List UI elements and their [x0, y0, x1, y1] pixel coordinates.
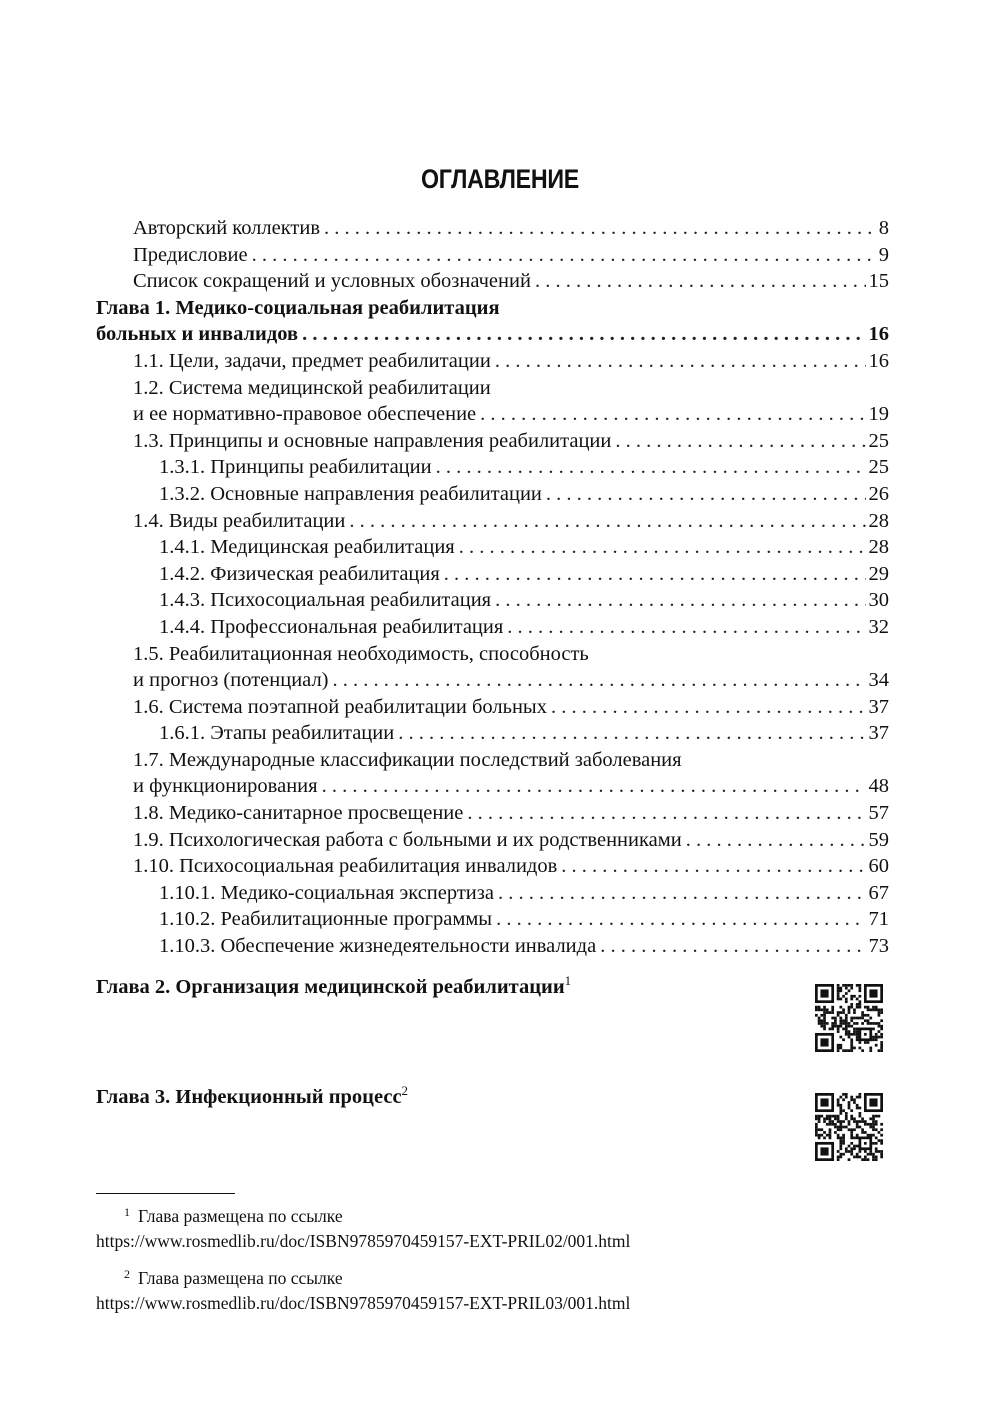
toc-entry[interactable]: [96, 508, 889, 535]
toc-entry[interactable]: [96, 667, 889, 694]
dot-leader: [398, 720, 865, 747]
footnote-1-mark: 1: [124, 1205, 130, 1219]
qr-code-chapter-3[interactable]: [815, 1093, 883, 1161]
dot-leader: [436, 454, 866, 481]
page-title: ОГЛАВЛЕНИЕ: [420, 164, 580, 194]
toc-entry-page: 67: [868, 881, 889, 904]
toc-entry-title: 1.3.1. Принципы реабилитации: [159, 456, 432, 479]
footnotes: [96, 1200, 916, 1316]
toc-entry-title: Авторский коллектив: [133, 217, 321, 239]
dot-leader: [459, 534, 866, 561]
toc-entry-page: 48: [868, 775, 889, 798]
toc-entry-page: 30: [868, 589, 889, 612]
footnote-1-url[interactable]: https://www.rosmedlib.ru/doc/ISBN9785970459157-EXT-PRIL02/001.html: [96, 1231, 631, 1251]
footnote-1: [96, 1200, 916, 1229]
toc-entry[interactable]: [96, 428, 889, 455]
toc-entry-title: 1.4.4. Профессиональная реабилитация: [159, 615, 504, 638]
toc-entry[interactable]: [96, 295, 889, 322]
toc-entry[interactable]: [96, 880, 889, 907]
toc-entry[interactable]: [96, 321, 889, 348]
toc-entry-page: 59: [868, 828, 889, 851]
toc-entry[interactable]: [96, 454, 889, 481]
qr-code-chapter-2[interactable]: [815, 984, 883, 1052]
dot-leader: [498, 880, 866, 907]
dot-leader: [480, 401, 865, 428]
dot-leader: [302, 321, 865, 348]
toc-entry-title: 1.3. Принципы и основные направления реабилитации: [133, 429, 612, 452]
toc-entry-title: 1.10.3. Обеспечение жизнедеятельности инвалида: [159, 935, 597, 958]
dot-leader: [467, 800, 865, 827]
toc-entry-title: Глава 1. Медико-социальная реабилитация: [96, 296, 500, 319]
toc-entry-page: 32: [868, 615, 889, 638]
toc-entry[interactable]: [96, 853, 889, 880]
toc-entry[interactable]: [96, 614, 889, 641]
toc-entry[interactable]: [96, 401, 889, 428]
toc-entry-title: 1.7. Международные классификации последствий заболевания: [133, 748, 682, 771]
chapter-3-title: Глава 3. Инфекционный процесс: [96, 1086, 402, 1108]
toc-entry-title: Список сокращений и условных обозначений: [133, 270, 531, 293]
toc-entry-title: 1.8. Медико-санитарное просвещение: [133, 802, 464, 825]
toc-entry-page: 28: [868, 509, 889, 532]
toc-entry-title: 1.4.2. Физическая реабилитация: [159, 562, 440, 585]
footnote-2-text: Глава размещена по ссылке: [138, 1268, 343, 1288]
toc-entry-title: 1.10.2. Реабилитационные программы: [159, 908, 493, 931]
toc-entry-page: 34: [868, 669, 889, 692]
chapter-2-title: Глава 2. Организация медицинской реабилитации: [96, 976, 565, 998]
dot-leader: [615, 428, 865, 455]
dot-leader: [324, 215, 876, 242]
toc-entry[interactable]: [96, 561, 889, 588]
dot-leader: [561, 853, 865, 880]
toc-entry[interactable]: [96, 933, 889, 960]
toc-entry[interactable]: [96, 348, 889, 375]
toc-entry[interactable]: [96, 242, 889, 269]
toc-entry[interactable]: [96, 375, 889, 402]
dot-leader: [495, 348, 866, 375]
toc-entry-title: и функционирования: [133, 775, 318, 798]
toc-entry-title: 1.10. Психосоциальная реабилитация инвалидов: [133, 855, 558, 878]
toc-entry[interactable]: [96, 215, 889, 242]
toc-entry[interactable]: [96, 268, 889, 295]
toc-entry-page: 28: [868, 536, 889, 559]
toc-entry[interactable]: [96, 694, 889, 721]
toc-entry[interactable]: [96, 587, 889, 614]
dot-leader: [252, 242, 876, 269]
table-of-contents: [96, 215, 889, 960]
toc-entry[interactable]: [96, 827, 889, 854]
chapter-2-footnote-mark: 1: [564, 973, 572, 988]
dot-leader: [349, 508, 865, 535]
toc-entry-page: 19: [868, 403, 889, 426]
dot-leader: [551, 694, 866, 721]
toc-entry-page: 8: [878, 217, 889, 239]
dot-leader: [322, 773, 866, 800]
toc-entry-title: 1.4.3. Психосоциальная реабилитация: [159, 589, 492, 612]
dot-leader: [333, 667, 866, 694]
toc-entry-page: 16: [868, 349, 889, 372]
toc-entry-page: 71: [868, 908, 889, 931]
toc-entry-title: 1.10.1. Медико-социальная экспертиза: [159, 881, 494, 904]
toc-entry[interactable]: [96, 906, 889, 933]
toc-entry[interactable]: [96, 747, 889, 774]
toc-entry-page: 25: [868, 456, 889, 479]
toc-entry-page: 25: [868, 429, 889, 452]
toc-entry-page: 16: [868, 323, 889, 346]
footnote-2-mark: 2: [124, 1267, 130, 1281]
footnote-divider: [96, 1193, 235, 1194]
toc-entry-page: 73: [868, 935, 889, 958]
toc-entry-page: 15: [868, 270, 889, 293]
chapter-3-heading: [96, 1083, 408, 1109]
toc-entry-title: и прогноз (потенциал): [133, 669, 329, 692]
toc-entry-page: 57: [868, 802, 889, 825]
toc-entry-title: 1.1. Цели, задачи, предмет реабилитации: [133, 349, 491, 372]
dot-leader: [535, 268, 866, 295]
toc-entry-title: 1.6.1. Этапы реабилитации: [159, 722, 395, 745]
dot-leader: [444, 561, 866, 588]
toc-entry-title: 1.4.1. Медицинская реабилитация: [159, 536, 455, 559]
toc-entry[interactable]: [96, 800, 889, 827]
toc-entry-page: 37: [868, 722, 889, 745]
footnote-1-text: Глава размещена по ссылке: [138, 1206, 343, 1226]
chapter-3-footnote-mark: 2: [401, 1083, 409, 1098]
toc-entry-title: Предисловие: [133, 243, 248, 266]
toc-entry-title: больных и инвалидов: [96, 323, 299, 346]
dot-leader: [600, 933, 865, 960]
toc-entry[interactable]: [96, 641, 889, 668]
dot-leader: [496, 906, 865, 933]
toc-entry-title: 1.3.2. Основные направления реабилитации: [159, 482, 542, 505]
toc-entry-title: 1.5. Реабилитационная необходимость, способность: [133, 642, 589, 665]
dot-leader: [507, 614, 865, 641]
footnote-2: [96, 1262, 916, 1291]
toc-entry[interactable]: [96, 534, 889, 561]
dot-leader: [546, 481, 866, 508]
toc-entry-title: 1.2. Система медицинской реабилитации: [133, 376, 491, 399]
toc-entry-title: 1.6. Система поэтапной реабилитации больных: [133, 695, 547, 718]
toc-entry-page: 9: [878, 243, 889, 266]
dot-leader: [686, 827, 866, 854]
toc-entry-page: 29: [868, 562, 889, 585]
footnote-2-url[interactable]: https://www.rosmedlib.ru/doc/ISBN9785970459157-EXT-PRIL03/001.html: [96, 1293, 631, 1313]
toc-entry-title: 1.4. Виды реабилитации: [133, 509, 346, 532]
chapter-2-heading: [96, 973, 571, 999]
toc-entry-title: и ее нормативно-правовое обеспечение: [133, 403, 477, 426]
toc-entry[interactable]: [96, 481, 889, 508]
toc-entry[interactable]: [96, 720, 889, 747]
toc-entry-page: 26: [868, 482, 889, 505]
toc-entry-page: 37: [868, 695, 889, 718]
dot-leader: [495, 587, 865, 614]
toc-entry-title: 1.9. Психологическая работа с больными и их родственниками: [133, 828, 682, 851]
toc-entry-page: 60: [868, 855, 889, 878]
toc-entry[interactable]: [96, 773, 889, 800]
